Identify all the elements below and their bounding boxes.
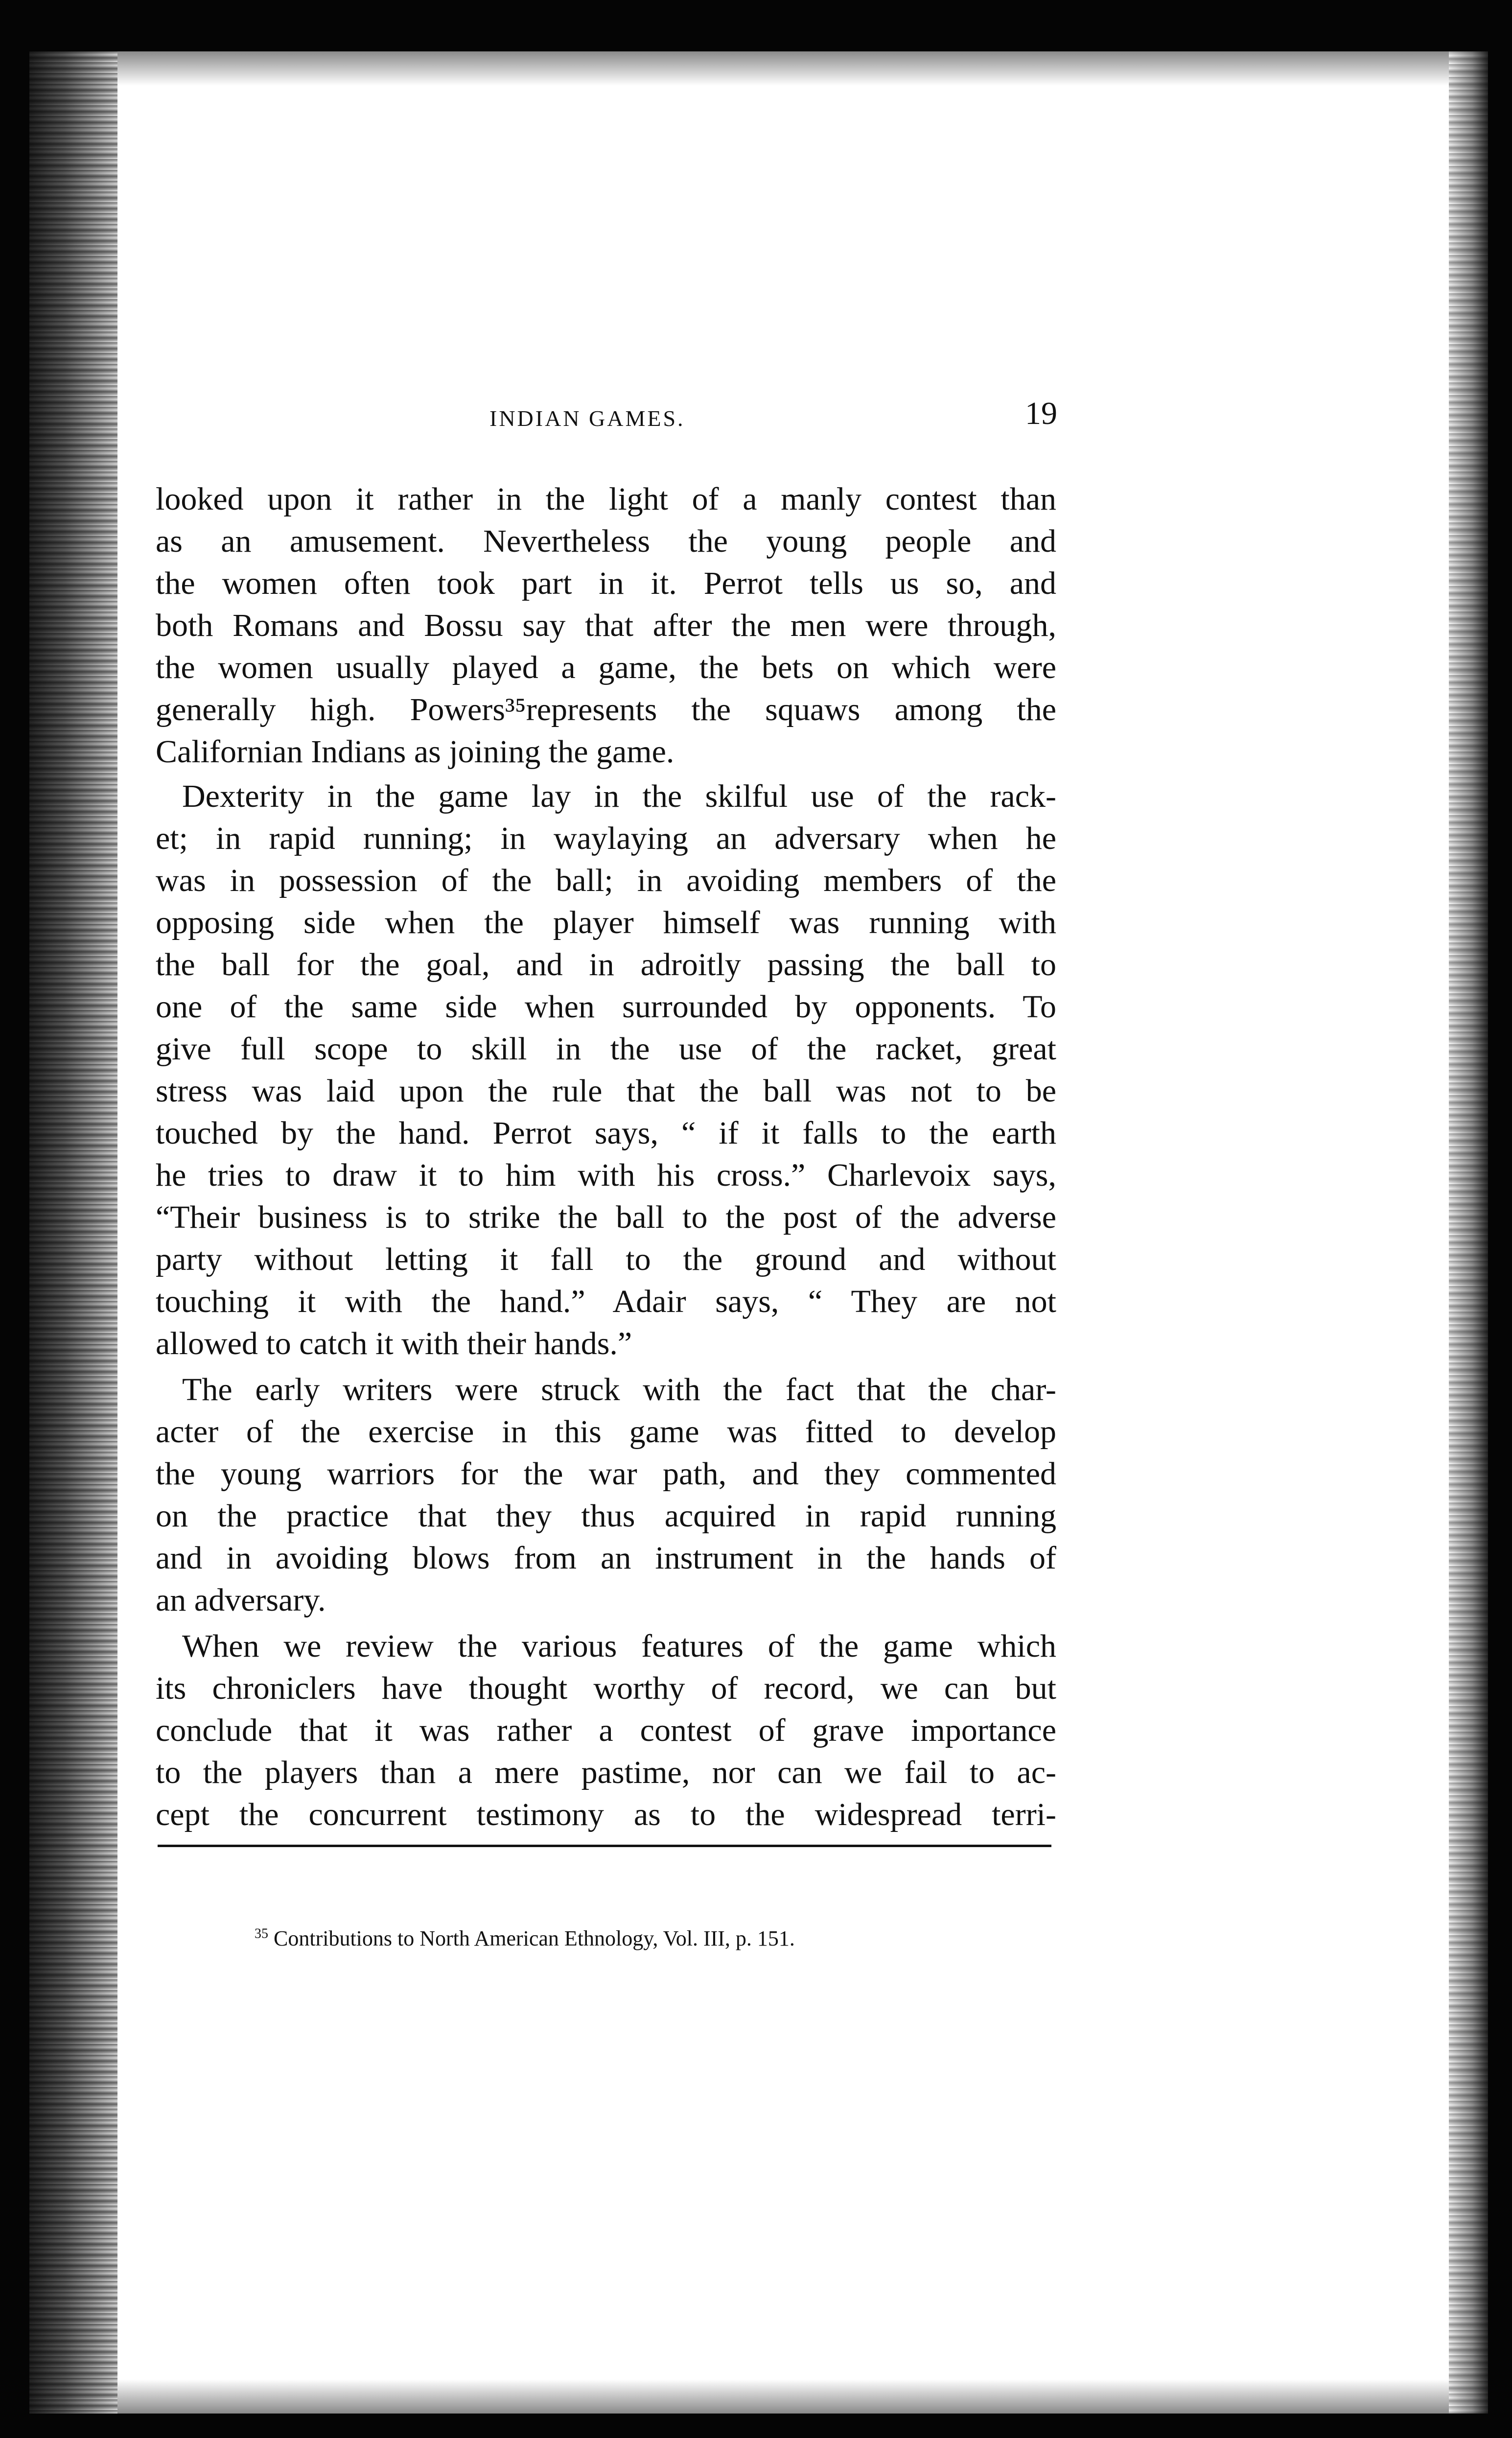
text-line: its chroniclers have thought worthy of record, we can but [156,1670,1056,1706]
footnote-text: Contributions to North American Ethnology, Vol. III, p. 151. [274,1926,795,1950]
text-line: When we review the various features of the game which [182,1628,1056,1664]
text-line: an adversary. [156,1582,326,1618]
text-line: one of the same side when surrounded by opponents. To [156,989,1056,1025]
page-binding-edge [29,51,117,2414]
text-line: allowed to catch it with their hands.” [156,1326,632,1361]
text-line: “Their business is to strike the ball to the post of the adverse [156,1199,1056,1235]
text-line: stress was laid upon the rule that the ball was not to be [156,1073,1056,1109]
running-title: INDIAN GAMES. [489,406,685,431]
text-line: to the players than a mere pastime, nor can we fail to ac- [156,1755,1056,1790]
scan-border-bottom [0,2414,1512,2438]
text-line: conclude that it was rather a contest of grave importance [156,1712,1056,1748]
text-line: as an amusement. Nevertheless the young people and [156,523,1056,559]
text-line: The early writers were struck with the fact that the char- [182,1372,1056,1407]
text-line: he tries to draw it to him with his cross.” Charlevoix says, [156,1157,1056,1193]
text-line: and in avoiding blows from an instrument in the hands of [156,1540,1056,1576]
scan-border-left [0,0,29,2438]
text-line: et; in rapid running; in waylaying an adversary when he [156,820,1056,856]
page-top-edge [117,51,1449,86]
text-line: touching it with the hand.” Adair says, “ They are not [156,1284,1056,1319]
footnote-rule [158,1845,1051,1847]
page-right-edge [1449,51,1488,2414]
text-line: cept the concurrent testimony as to the widespread terri- [156,1797,1056,1832]
page-bottom-edge [117,2379,1449,2414]
text-line: party without letting it fall to the ground and without [156,1242,1056,1277]
text-line: looked upon it rather in the light of a manly contest than [156,481,1056,517]
footnote [255,1925,989,1952]
scan-border-top [0,0,1512,51]
text-line: on the practice that they thus acquired in rapid running [156,1498,1056,1534]
footnote-marker: 35 [255,1926,268,1942]
text-line: acter of the exercise in this game was fitted to develop [156,1414,1056,1450]
page-number: 19 [1025,396,1057,431]
text-line: the ball for the goal, and in adroitly passing the ball to [156,947,1056,983]
scan-border-right [1488,0,1512,2438]
text-line: the women often took part in it. Perrot tells us so, and [156,565,1056,601]
text-line: the young warriors for the war path, and they commented [156,1456,1056,1492]
text-line: was in possession of the ball; in avoiding members of the [156,863,1056,898]
text-line: both Romans and Bossu say that after the men were through, [156,608,1056,643]
text-line: the women usually played a game, the bets on which were [156,650,1056,685]
text-line: Dexterity in the game lay in the skilful use of the rack- [182,778,1056,814]
text-line: Californian Indians as joining the game. [156,734,675,770]
text-line: touched by the hand. Perrot says, “ if it falls to the earth [156,1115,1056,1151]
text-line: give full scope to skill in the use of the racket, great [156,1031,1056,1067]
text-line: opposing side when the player himself was running with [156,905,1056,940]
text-line: generally high. Powers³⁵represents the squaws among the [156,692,1056,727]
